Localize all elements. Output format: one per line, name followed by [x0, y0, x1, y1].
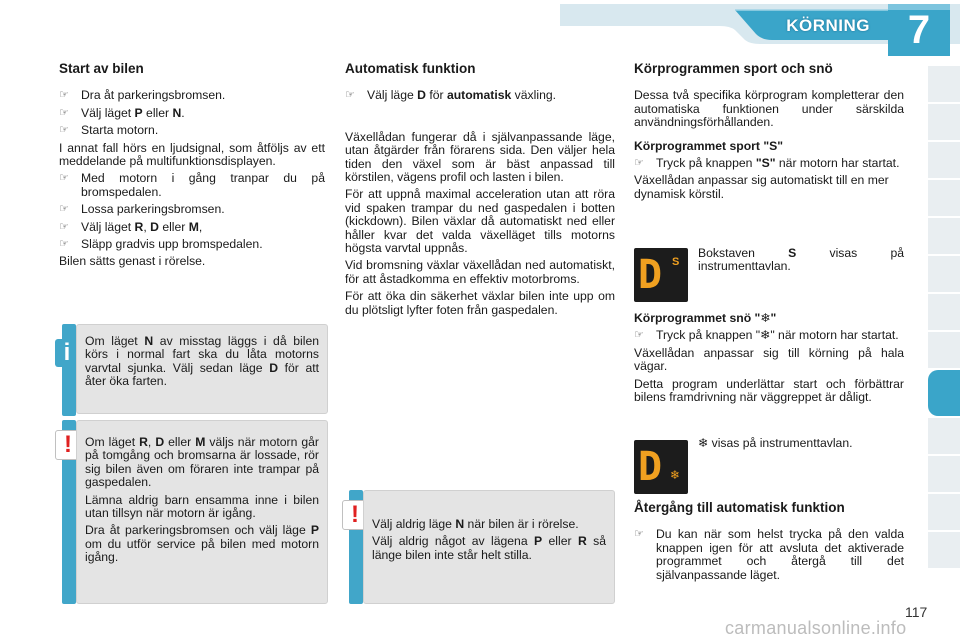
- arrow-icon: ☞: [59, 238, 69, 251]
- info-note: [76, 324, 328, 414]
- paragraph: Växellådan anpassar sig till körning på hala vägar.: [634, 345, 904, 374]
- paragraph: Vid bromsning växlar växellådan ned automatiskt, för att åstadkomma en effektiv motorbroms.: [345, 258, 615, 286]
- step-item: [59, 221, 325, 234]
- arrow-icon: ☞: [59, 220, 69, 233]
- snow-display-caption: ❄ visas på instrumenttavlan.: [698, 436, 853, 450]
- paragraph: Detta program underlättar start och förbättrar bilens framdrivning när väggreppet är dåligt.: [634, 376, 904, 405]
- column-programs: [634, 62, 904, 205]
- arrow-icon: ☞: [59, 172, 69, 185]
- warning-note: [76, 420, 328, 604]
- arrow-icon: ☞: [634, 528, 644, 541]
- arrow-icon: ☞: [59, 124, 69, 137]
- paragraph: Bilen sätts genast i rörelse.: [59, 254, 206, 269]
- gear-label: D: [150, 219, 159, 234]
- info-strip: [62, 324, 76, 416]
- side-tab[interactable]: [928, 294, 960, 330]
- arrow-icon: ☞: [634, 329, 644, 342]
- step-item: ☞ Tryck på knappen "❄" när motorn har startat.: [634, 328, 899, 343]
- warning-icon: !: [342, 500, 368, 530]
- return-section: [634, 501, 904, 586]
- arrow-icon: ☞: [345, 89, 355, 102]
- step-text: ,: [143, 219, 151, 234]
- step-item: [59, 238, 325, 251]
- display-gear: D: [638, 444, 663, 490]
- gear-label: M: [188, 219, 199, 234]
- step-item: [59, 107, 325, 120]
- step-item: [59, 89, 325, 102]
- arrow-icon: ☞: [59, 106, 69, 119]
- display-mode: S: [672, 256, 680, 268]
- side-tab-active[interactable]: [928, 370, 960, 416]
- side-tab[interactable]: [928, 332, 960, 368]
- column-start: [59, 62, 325, 273]
- subheading-snow: Körprogrammet snö "❄": [634, 311, 777, 325]
- chapter-title: KÖRNING: [786, 16, 870, 35]
- instrument-display-snow: [634, 440, 688, 494]
- sport-display-caption: Bokstaven S visas på instrumenttavlan.: [698, 246, 904, 274]
- snow-section: [634, 312, 904, 408]
- watermark: carmanualsonline.info: [725, 618, 907, 638]
- warning-note: [363, 490, 615, 604]
- side-tab[interactable]: [928, 180, 960, 216]
- paragraph: Dessa två specifika körprogram kompletterar den automatiska funktionen under särskilda användningsförhållanden.: [634, 88, 904, 130]
- section-heading-automatic: Automatisk funktion: [345, 61, 476, 76]
- side-tab[interactable]: [928, 218, 960, 254]
- warning-note-text: Välj aldrig något av lägena P eller R så länge bilen inte står helt stilla.: [372, 534, 607, 562]
- step-text: Välj läget: [81, 219, 135, 234]
- gear-label: N: [172, 105, 182, 120]
- info-icon: i: [55, 339, 79, 367]
- step-text: eller: [158, 219, 189, 234]
- step-item: ☞ Tryck på knappen "S" när motorn har startat.: [634, 156, 900, 171]
- step-text: Med motorn i gång tranpar du på bromspedalen.: [81, 171, 325, 199]
- warning-note-text: Dra åt parkeringsbromsen och välj läge P om du utför service på bilen med motorn igång.: [85, 523, 319, 565]
- paragraph: För att öka din säkerhet växlar bilen inte upp om du plötsligt lyfter foten från gaspedalen.: [345, 289, 615, 317]
- step-item: [59, 172, 325, 199]
- info-note-text: Om läget N av misstag läggs i då bilen körs i normal fart ska du låta motorns varvtal sjunka. Välj sedan läge D för att åter öka farten.: [85, 334, 320, 389]
- step-item: [59, 124, 325, 137]
- section-heading-return: Återgång till automatisk funktion: [634, 500, 845, 515]
- step-text: Lossa parkeringsbromsen.: [81, 202, 225, 217]
- gear-label: P: [134, 105, 143, 120]
- step-item: [59, 203, 325, 216]
- paragraph: I annat fall hörs en ljudsignal, som åtföljs av ett meddelande på multifunktionsdisplayen.: [59, 140, 325, 169]
- arrow-icon: ☞: [634, 157, 644, 170]
- page-number: 117: [905, 604, 928, 620]
- section-heading-start: Start av bilen: [59, 61, 144, 76]
- warning-note-text: Om läget R, D eller M väljs när motorn går på tomgång och bromsarna är lossade, rör sig bilen även om föraren inte trampar på gaspedalen.: [85, 435, 319, 490]
- step-text: eller: [142, 105, 173, 120]
- step-item: ☞ Välj läge D för automatisk växling.: [345, 88, 557, 103]
- side-tab[interactable]: [928, 456, 960, 492]
- paragraph: Växellådan anpassar sig automatiskt till en mer dynamisk körstil.: [634, 173, 889, 201]
- gear-label: R: [134, 219, 144, 234]
- step-item: ☞ Du kan när som helst trycka på den valda knappen igen för att avsluta det aktiverade programmet och återgå till det självanpassande läget.: [634, 527, 904, 582]
- side-tab[interactable]: [928, 494, 960, 530]
- arrow-icon: ☞: [59, 89, 69, 102]
- side-tab[interactable]: [928, 418, 960, 454]
- step-text: Dra åt parkeringsbromsen.: [81, 88, 226, 103]
- step-text: .: [181, 105, 185, 120]
- warning-note-text: Lämna aldrig barn ensamma inne i bilen utan tillsyn när motorn är igång.: [85, 492, 319, 521]
- paragraph: För att uppnå maximal acceleration utan att röra vid spaken trampar du ned gaspedalen i botten (kickdown). Bilen växlar då automatiskt ned eller håller kvar det valda växelläget tills motorns högsta varvtal uppnås.: [345, 187, 615, 256]
- step-text: ,: [198, 219, 203, 234]
- paragraph: Växellådan fungerar då i självanpassande läge, utan åtgärder från förarens sida. Den väljer hela tiden den växel som är bäst anpassad till körstilen, vägens profil och lasten i bilen.: [345, 129, 615, 185]
- display-gear: D: [638, 252, 663, 298]
- side-tab[interactable]: [928, 532, 960, 568]
- subheading-sport: Körprogrammet sport "S": [634, 138, 784, 153]
- step-text: Släpp gradvis upp bromspedalen.: [81, 237, 263, 252]
- instrument-display-sport: [634, 248, 688, 302]
- arrow-icon: ☞: [59, 203, 69, 216]
- step-text: Välj läget: [81, 105, 135, 120]
- side-tab[interactable]: [928, 66, 960, 102]
- side-tab[interactable]: [928, 256, 960, 292]
- side-tab[interactable]: [928, 142, 960, 178]
- side-tab[interactable]: [928, 104, 960, 140]
- warning-icon: !: [55, 430, 81, 460]
- step-text: Starta motorn.: [81, 123, 159, 138]
- section-heading-programs: Körprogrammen sport och snö: [634, 61, 833, 76]
- gear-label: D: [417, 88, 426, 103]
- snowflake-icon: ❄: [670, 468, 681, 482]
- chapter-number: 7: [907, 8, 931, 52]
- warning-note-text: Välj aldrig läge N när bilen är i rörelse.: [372, 517, 579, 531]
- column-automatic: [345, 62, 615, 321]
